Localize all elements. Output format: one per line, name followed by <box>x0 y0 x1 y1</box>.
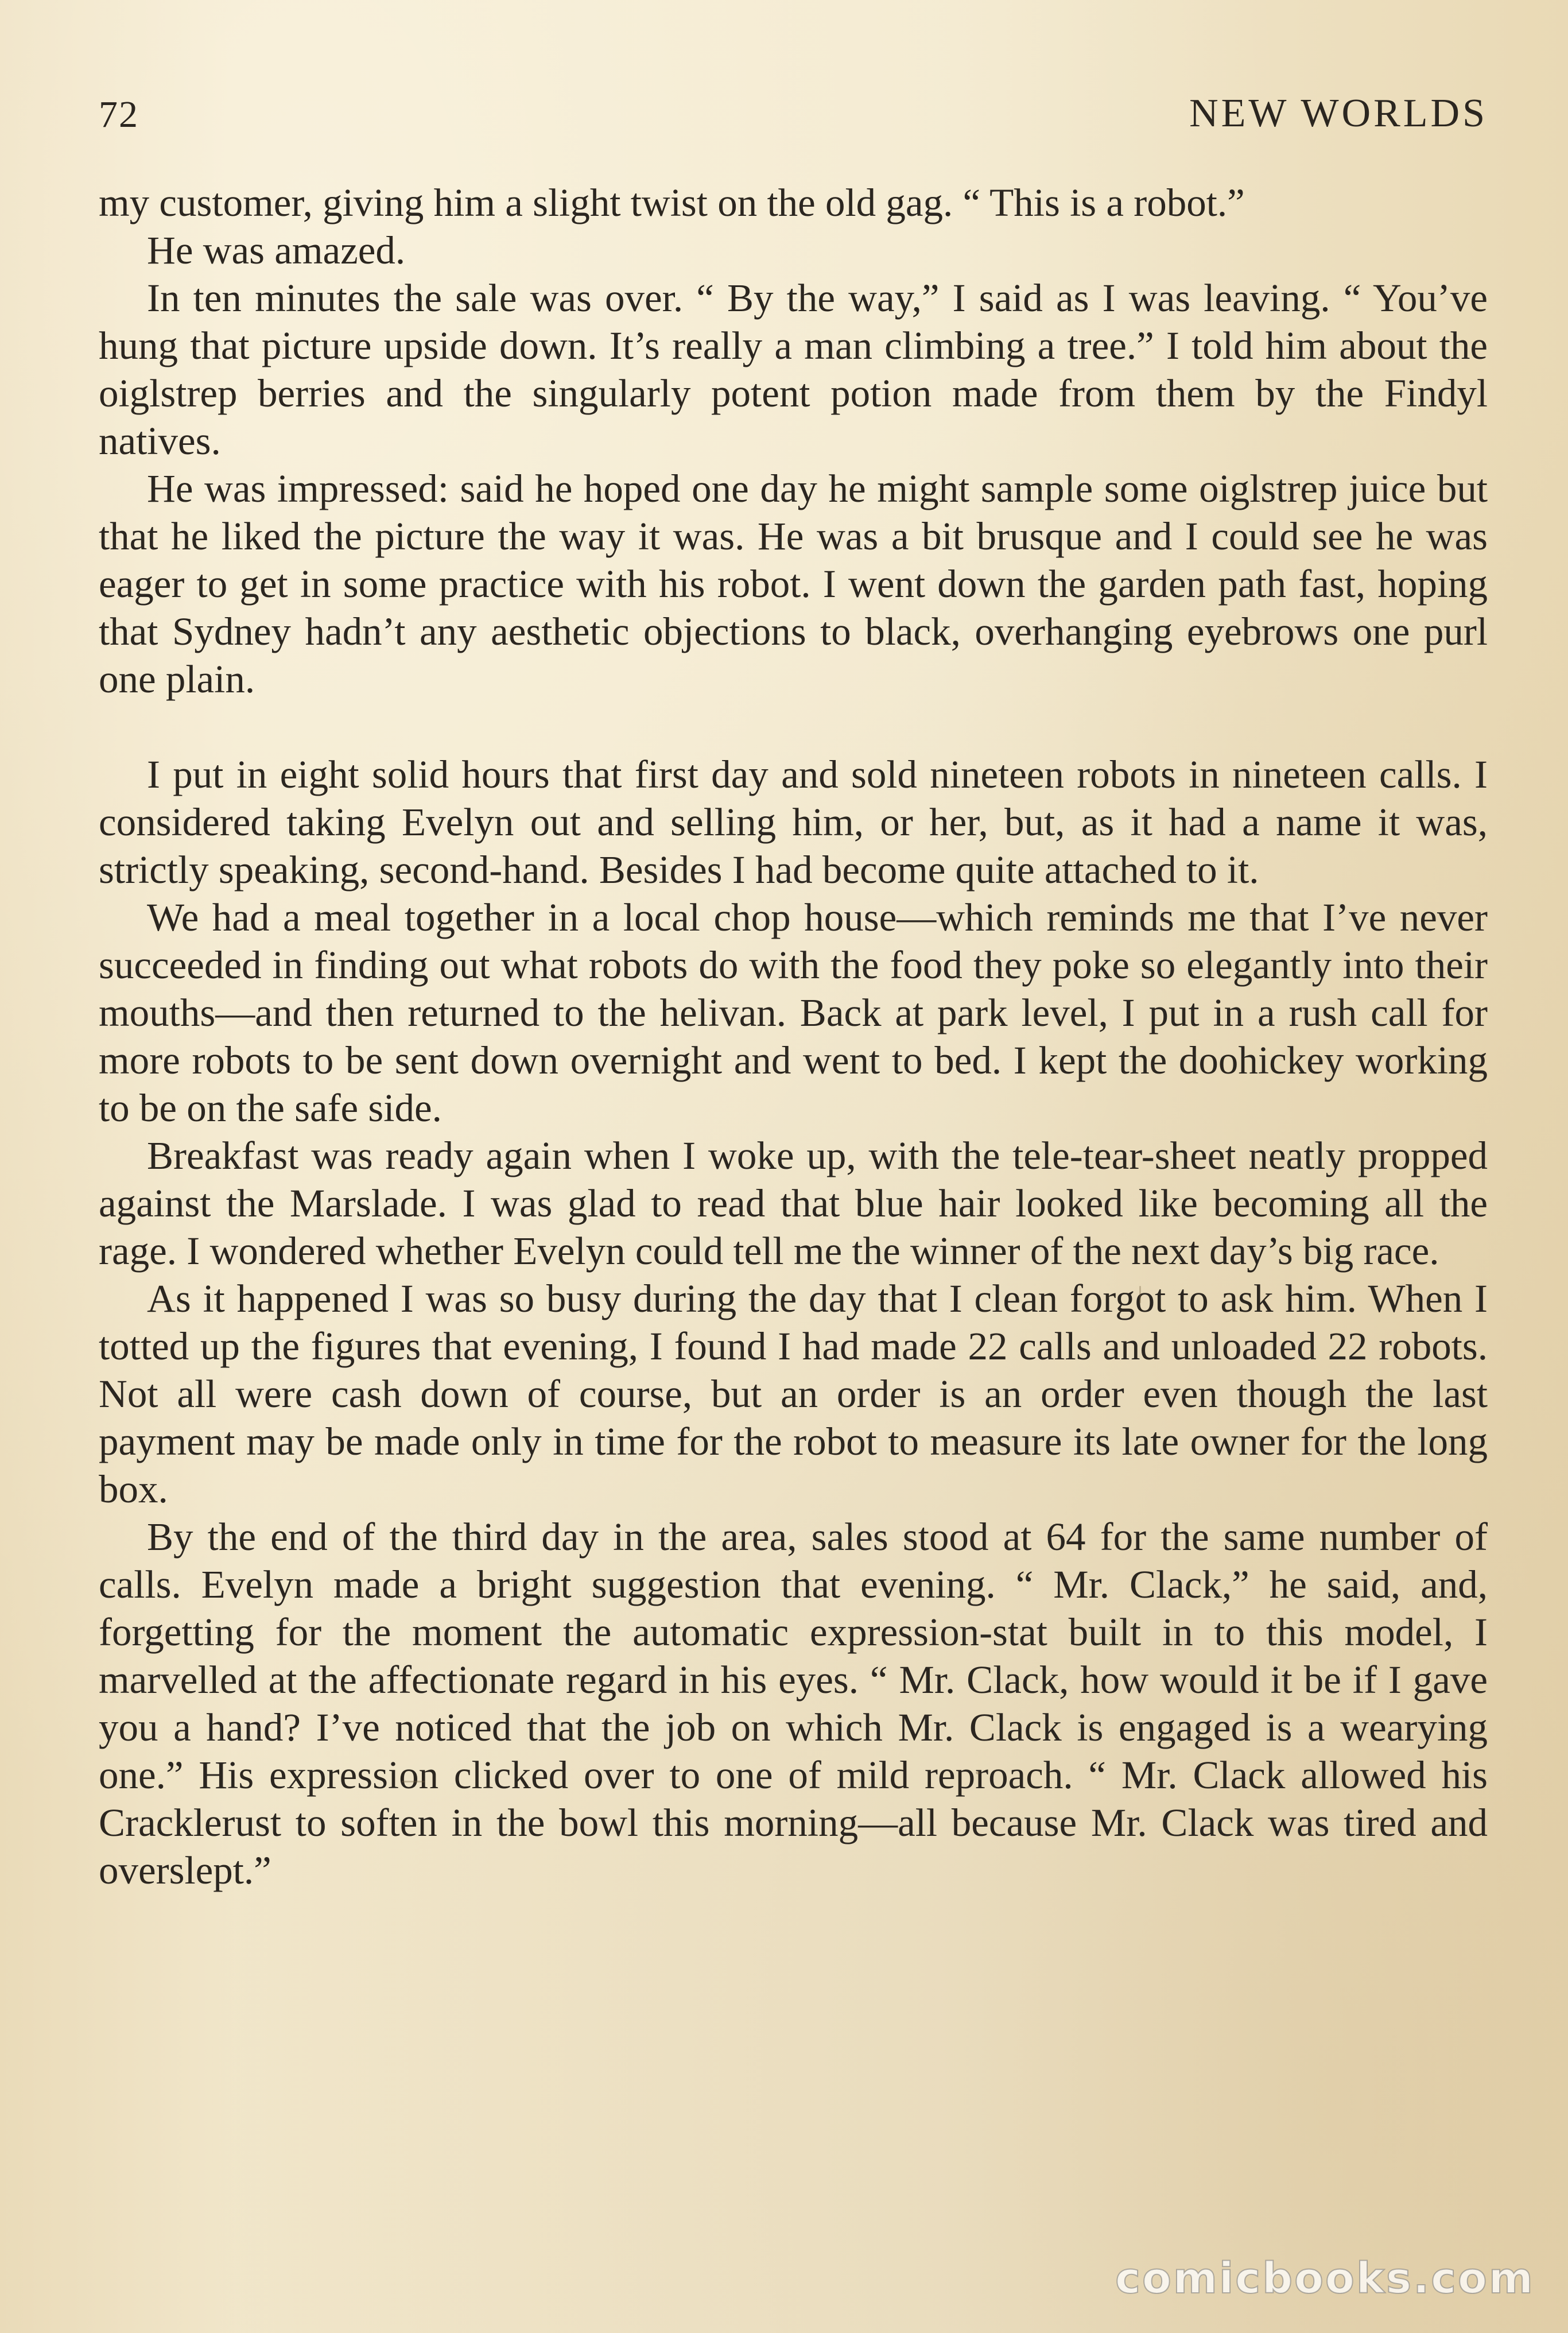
paragraph: I put in eight solid hours that first day and sold nineteen robots in nineteen calls. I considered taking Evelyn out and selling him, or her, but, as it had a name it was, strictly speaking, second-hand. Besides I had become quite attached to it. <box>99 753 1488 892</box>
page-number: 72 <box>99 94 139 135</box>
body-text <box>99 179 1488 1894</box>
paragraph: my customer, giving him a slight twist on the old gag. “ This is a robot.” <box>99 181 1245 224</box>
page-header <box>99 86 1488 149</box>
paragraph: Breakfast was ready again when I woke up, with the tele-tear-sheet neatly propped against the Marslade. I was glad to read that blue hair looked like becoming all the rage. I wondered whether Evelyn could tell me the winner of the next day’s big race. <box>99 1134 1488 1273</box>
paragraph: He was amazed. <box>147 228 406 272</box>
watermark: comicbooks.com <box>1115 2254 1535 2303</box>
paragraph: He was impressed: said he hoped one day he might sample some oiglstrep juice but that he liked the picture the way it was. He was a bit brusque and I could see he was eager to get in some practice with his robot. I went down the garden path fast, hoping that Sydney hadn’t any aesthetic objections to black, overhanging eyebrows one purl one plain. <box>99 467 1488 701</box>
running-head: NEW WORLDS <box>1189 91 1488 135</box>
paper-fleck <box>402 1781 425 1782</box>
paragraph: By the end of the third day in the area, sales stood at 64 for the same number of calls. Evelyn made a bright suggestion that evening. “ Mr. Clack,” he said, and, forgetting for the moment the automatic expression-stat built in to this model, I marvelled at the affectionate regard in his eyes. “ Mr. Clack, how would it be if I gave you a hand? I’ve noticed that the job on which Mr. Clack is engaged is a wearying one.” His expression clicked over to one of mild reproach. “ Mr. Clack allowed his Cracklerust to soften in the bowl this morning—all because Mr. Clack was tired and overslept.” <box>99 1515 1488 1892</box>
paragraph: We had a meal together in a local chop house—which reminds me that I’ve never succeeded in finding out what robots do with the food they poke so elegantly into their mouths—and then returned to the helivan. Back at park level, I put in a rush call for more robots to be sent down overnight and went to bed. I kept the doohickey working to be on the safe side. <box>99 896 1488 1130</box>
paper-fleck <box>1139 1286 1141 1303</box>
section-break <box>99 703 1488 751</box>
paragraph: In ten minutes the sale was over. “ By the way,” I said as I was leaving. “ You’ve hung that picture upside down. It’s really a man climbing a tree.” I told him about the oiglstrep berries and the singularly potent potion made from them by the Findyl natives. <box>99 276 1488 463</box>
paper-fleck <box>976 1771 980 1774</box>
paragraph: As it happened I was so busy during the day that I clean forgot to ask him. When I totted up the figures that evening, I found I had made 22 calls and unloaded 22 robots. Not all were cash down of course, but an order is an order even though the last payment may be made only in time for the robot to measure its late owner for the long box. <box>99 1277 1488 1511</box>
